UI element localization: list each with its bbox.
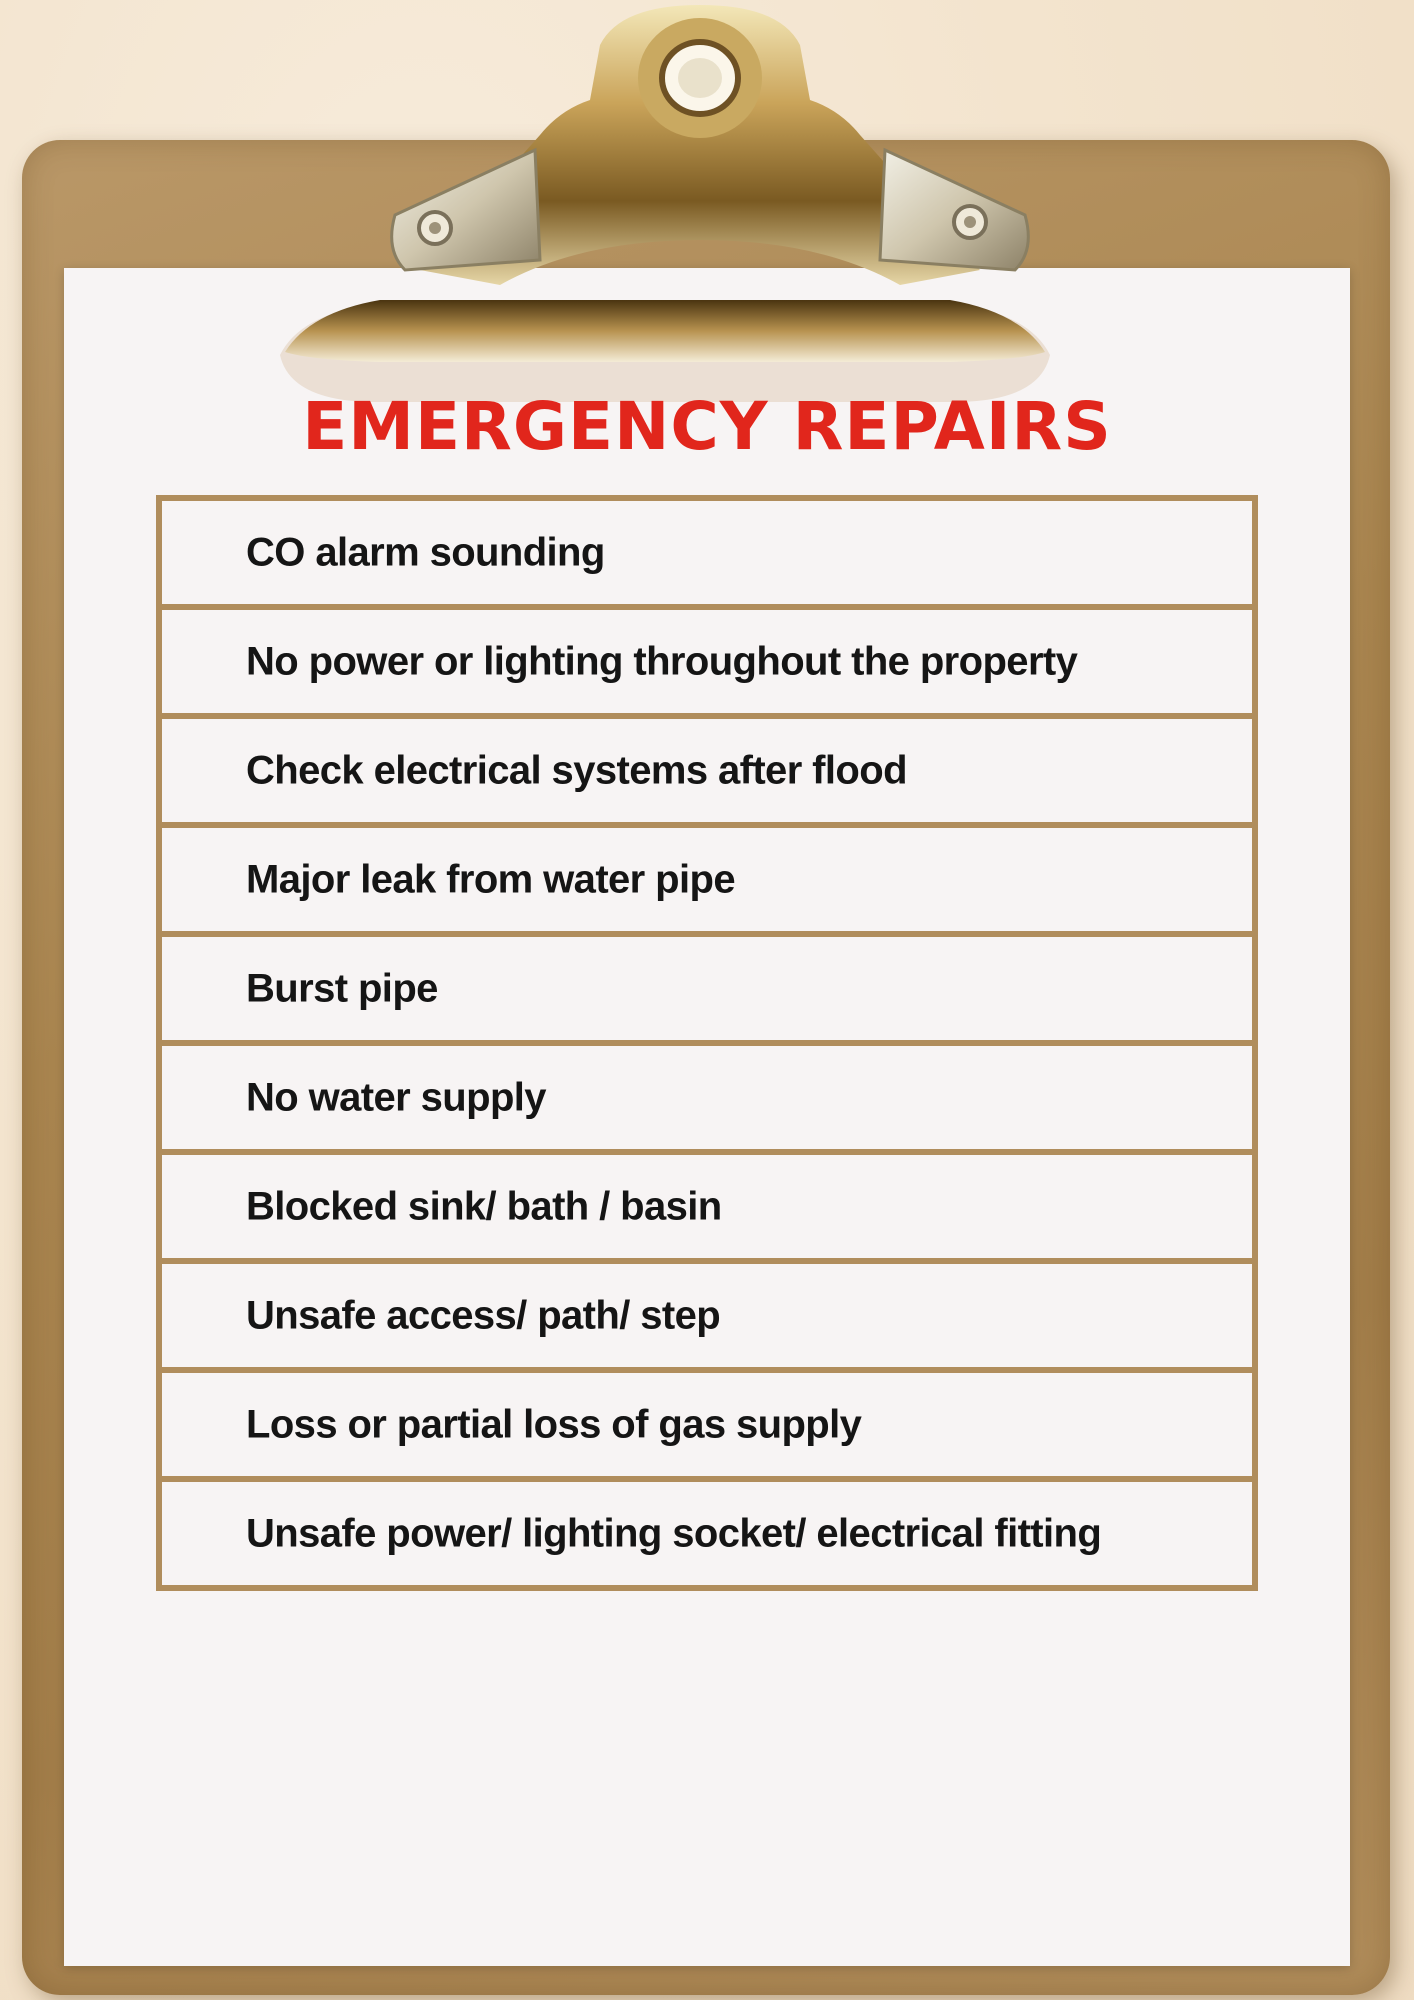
list-item-label: CO alarm sounding [246, 530, 605, 574]
list-item-label: Burst pipe [246, 966, 438, 1010]
list-item [162, 1046, 1252, 1155]
list-item-label: Major leak from water pipe [246, 857, 735, 901]
list-item [162, 1482, 1252, 1591]
list-item-label: No water supply [246, 1075, 546, 1119]
repair-list [156, 495, 1258, 1591]
list-item-label: Blocked sink/ bath / basin [246, 1184, 722, 1228]
list-item [162, 828, 1252, 937]
list-item [162, 610, 1252, 719]
list-item-label: Unsafe access/ path/ step [246, 1293, 721, 1337]
list-item-label: Unsafe power/ lighting socket/ electrical fitting [246, 1511, 1102, 1555]
list-item-label: No power or lighting throughout the property [246, 639, 1078, 683]
list-item [162, 1264, 1252, 1373]
page-title: EMERGENCY REPAIRS [302, 388, 1112, 465]
clipboard-clip-icon [260, 0, 1160, 410]
list-item [162, 501, 1252, 610]
list-item [162, 1373, 1252, 1482]
list-item [162, 719, 1252, 828]
list-item [162, 1155, 1252, 1264]
list-item-label: Loss or partial loss of gas supply [246, 1402, 862, 1446]
list-item-label: Check electrical systems after flood [246, 748, 907, 792]
list-item [162, 937, 1252, 1046]
